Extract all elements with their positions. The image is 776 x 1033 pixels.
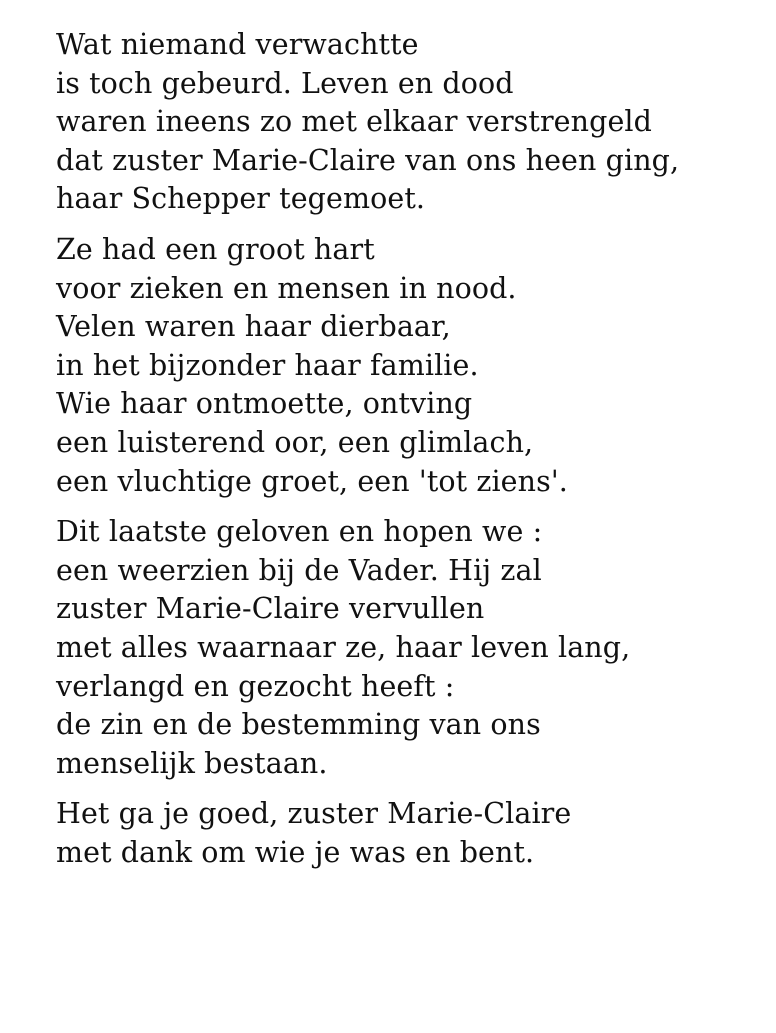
poem-line: Velen waren haar dierbaar, [56,310,451,344]
poem-line: Het ga je goed, zuster Marie-Claire [56,797,572,831]
poem-line: met dank om wie je was en bent. [56,835,535,869]
poem-line: haar Schepper tegemoet. [56,182,426,216]
stanza-3 [56,513,776,783]
poem-line: voor zieken en mensen in nood. [56,271,517,305]
poem-line: menselijk bestaan. [56,746,328,780]
poem-line: een luisterend oor, een glimlach, [56,425,534,459]
stanza-4 [56,795,776,872]
poem-line: dat zuster Marie-Claire van ons heen ging, [56,143,680,177]
poem-line: de zin en de bestemming van ons [56,708,541,742]
poem-line: Ze had een groot hart [56,232,375,266]
stanza-2 [56,231,776,501]
poem-line: een vluchtige groet, een 'tot ziens'. [56,464,568,498]
poem-line: Wie haar ontmoette, ontving [56,387,473,421]
poem-line: met alles waarnaar ze, haar leven lang, [56,630,631,664]
poem-line: een weerzien bij de Vader. Hij zal [56,553,542,587]
poem-line: in het bijzonder haar familie. [56,348,479,382]
stanza-1 [56,26,776,219]
poem-line: waren ineens zo met elkaar verstrengeld [56,105,652,139]
poem-line: Wat niemand verwachtte [56,28,419,61]
poem-line: verlangd en gezocht heeft : [56,669,455,703]
poem-line: is toch gebeurd. Leven en dood [56,66,514,100]
poem-line: zuster Marie-Claire vervullen [56,592,485,626]
poem-line: Dit laatste geloven en hopen we : [56,515,543,549]
